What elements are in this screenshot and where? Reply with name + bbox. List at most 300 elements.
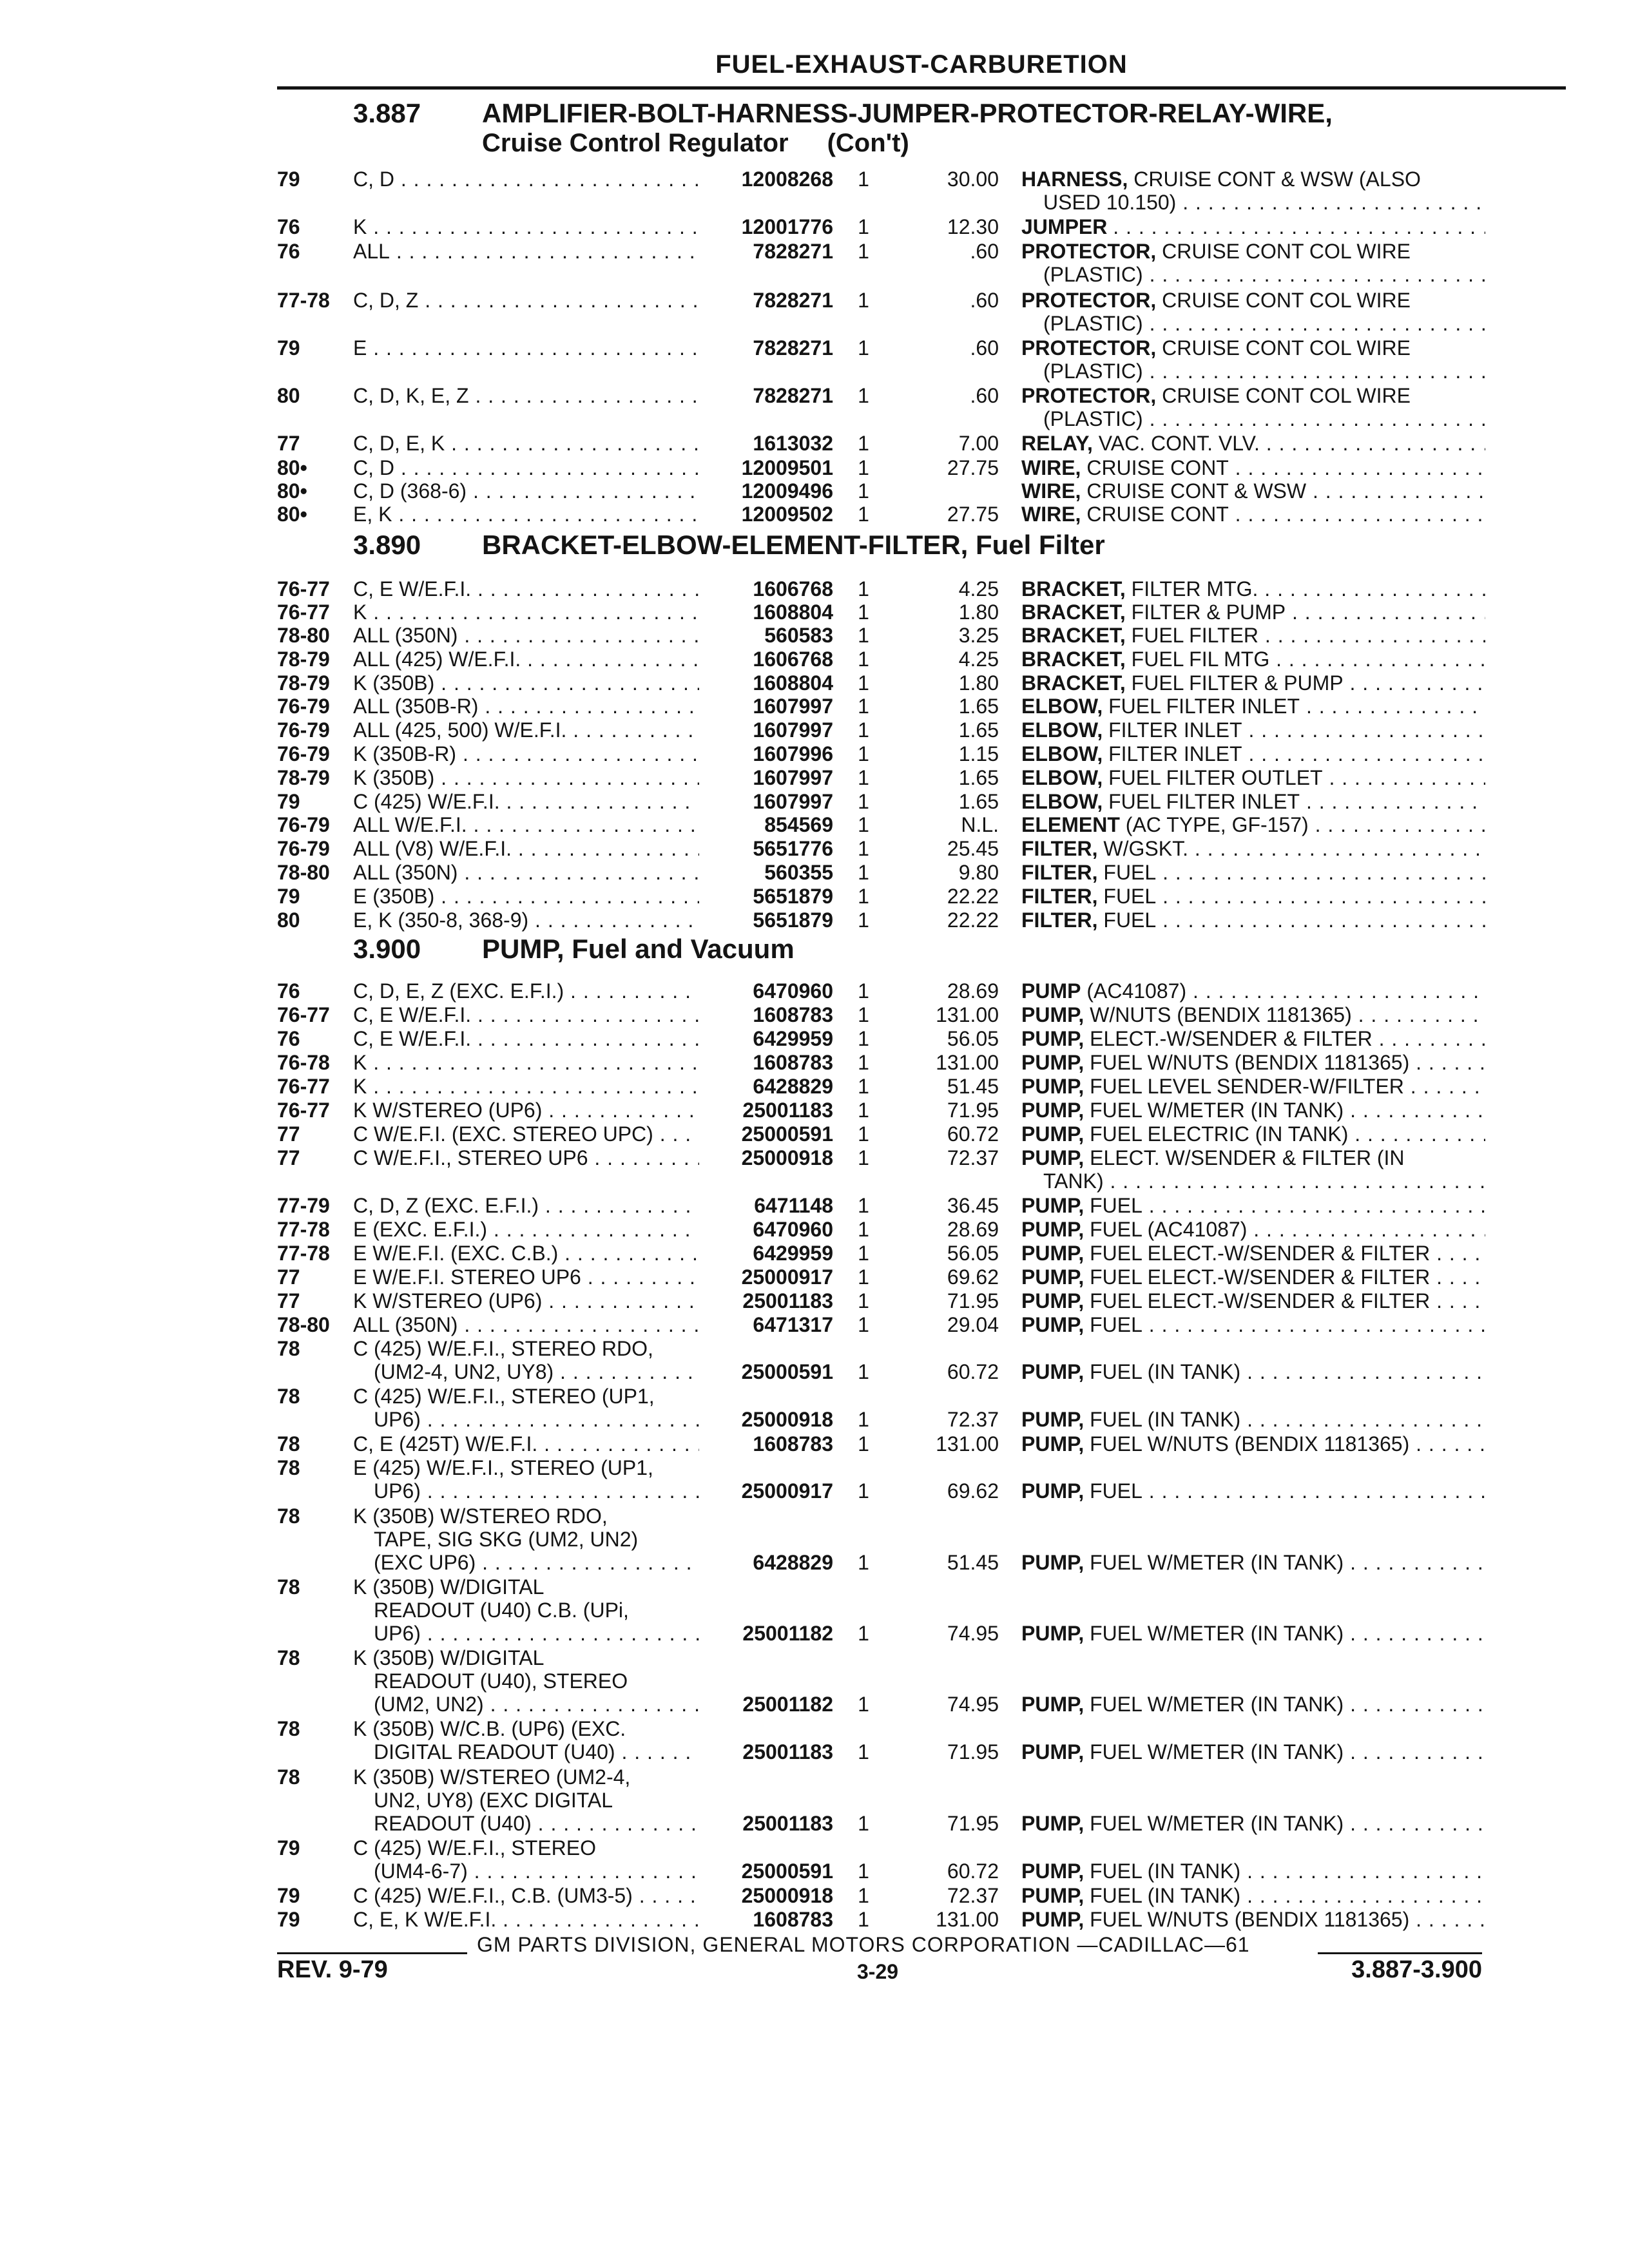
series-cell — [353, 1003, 701, 1026]
description-cell — [1021, 1051, 1485, 1074]
price-cell: .60 — [970, 384, 999, 407]
year-cell: 77-78 — [277, 289, 330, 312]
description-line — [1021, 168, 1485, 191]
part-number-cell: 25000917 — [699, 1265, 833, 1289]
series-line: C (425) W/E.F.I. . . . — [353, 790, 701, 813]
price-cell: 71.95 — [947, 1289, 999, 1312]
description-text: FUEL FILTER & PUMP — [1131, 671, 1344, 695]
year-cell: 76 — [277, 979, 300, 1003]
quantity-cell: 1 — [858, 432, 869, 455]
series-line: READOUT (U40), STEREO — [374, 1669, 628, 1693]
continued-label: (Con't) — [827, 129, 909, 157]
part-name: PUMP, — [1021, 1265, 1084, 1289]
year-cell: 79 — [277, 168, 300, 191]
description-line — [1021, 407, 1485, 430]
description-cell — [1021, 215, 1485, 238]
description-text: ELECT. W/SENDER & FILTER (IN — [1090, 1146, 1405, 1169]
part-name: ELEMENT — [1021, 813, 1120, 836]
series-cell — [353, 718, 701, 742]
description-cell — [1021, 1027, 1485, 1050]
series-cell — [353, 695, 701, 718]
description-line — [1021, 456, 1485, 479]
description-cell — [1021, 1551, 1485, 1574]
series-line: ALL (425) W/E.F.I. . . . — [353, 648, 701, 671]
description-cell — [1021, 1884, 1485, 1907]
part-number-cell: 5651879 — [699, 908, 833, 932]
quantity-cell: 1 — [858, 1479, 869, 1503]
quantity-cell: 1 — [858, 1408, 869, 1431]
quantity-cell: 1 — [858, 168, 869, 191]
quantity-cell: 1 — [858, 1003, 869, 1026]
part-number-cell: 7828271 — [699, 240, 833, 263]
description-line — [1021, 1693, 1485, 1716]
series-line: C, D, E, Z (EXC. E.F.I.) . . . — [353, 979, 701, 1003]
series-line: C (425) W/E.F.I., STEREO (UP1, — [353, 1385, 655, 1408]
description-text: CRUISE CONT — [1086, 503, 1229, 526]
price-cell: 3.25 — [958, 624, 999, 647]
quantity-cell: 1 — [858, 1622, 869, 1645]
description-line — [1021, 1122, 1485, 1146]
description-cell — [1021, 577, 1485, 601]
quantity-cell: 1 — [858, 1218, 869, 1241]
part-number-cell: 25000918 — [699, 1884, 833, 1907]
part-number-cell: 1608783 — [699, 1003, 833, 1026]
series-cell — [353, 1194, 701, 1217]
part-number-cell: 25000918 — [699, 1408, 833, 1431]
series-cell — [353, 168, 701, 191]
quantity-cell: 1 — [858, 1122, 869, 1146]
description-line — [1021, 312, 1485, 335]
description-cell — [1021, 885, 1485, 908]
part-number-cell: 25000917 — [699, 1479, 833, 1503]
series-cell — [353, 456, 701, 479]
series-cell — [353, 336, 701, 360]
quantity-cell: 1 — [858, 1099, 869, 1122]
description-text: FUEL W/METER (IN TANK) — [1090, 1740, 1344, 1763]
description-line — [1021, 1027, 1485, 1050]
description-line — [1021, 695, 1485, 718]
series-cell — [353, 908, 701, 932]
series-cell — [353, 1146, 701, 1169]
quantity-cell: 1 — [858, 1051, 869, 1074]
part-number-cell: 12008268 — [699, 168, 833, 191]
description-text: FILTER INLET — [1108, 718, 1242, 742]
description-text: (PLASTIC) — [1043, 263, 1143, 286]
description-cell — [1021, 1908, 1485, 1931]
series-line: C (425) W/E.F.I., STEREO — [353, 1836, 596, 1860]
description-line — [1021, 336, 1485, 360]
series-line: ALL (425, 500) W/E.F.I. . . . — [353, 718, 701, 742]
price-cell: 56.05 — [947, 1242, 999, 1265]
page-header — [277, 46, 1566, 90]
price-cell: 28.69 — [947, 1218, 999, 1241]
part-name: PUMP, — [1021, 1027, 1084, 1050]
part-number-cell: 560583 — [699, 624, 833, 647]
series-line: E W/E.F.I. STEREO UP6 . . . — [353, 1265, 701, 1289]
quantity-cell: 1 — [858, 456, 869, 479]
series-line: UP6) . . . — [353, 1622, 701, 1645]
quantity-cell: 1 — [858, 790, 869, 813]
description-text: FUEL LEVEL SENDER-W/FILTER — [1090, 1075, 1404, 1098]
year-cell: 76-77 — [277, 577, 330, 601]
part-number-cell: 6470960 — [699, 979, 833, 1003]
series-cell — [353, 885, 701, 908]
year-cell: 76-77 — [277, 1003, 330, 1026]
year-cell: 78-79 — [277, 671, 330, 695]
part-name: ELBOW, — [1021, 718, 1103, 742]
description-cell — [1021, 979, 1485, 1003]
series-cell — [353, 1337, 701, 1383]
part-name: PUMP, — [1021, 1812, 1084, 1835]
series-cell — [353, 742, 701, 765]
year-cell: 78 — [277, 1717, 300, 1740]
price-cell: 60.72 — [947, 1360, 999, 1383]
year-cell: 78-79 — [277, 648, 330, 671]
price-cell: 51.45 — [947, 1551, 999, 1574]
description-line — [1021, 1194, 1485, 1217]
part-name: ELBOW, — [1021, 742, 1103, 765]
description-line — [1021, 1051, 1485, 1074]
price-cell: 56.05 — [947, 1027, 999, 1050]
description-cell — [1021, 1812, 1485, 1835]
description-line — [1021, 577, 1485, 601]
series-line: (UM2, UN2) . . . — [353, 1693, 701, 1716]
footer-rule-right — [1318, 1952, 1482, 1954]
part-number-cell: 6471317 — [699, 1313, 833, 1336]
part-name: PUMP, — [1021, 1432, 1084, 1456]
series-cell — [353, 215, 701, 238]
description-text: FUEL FILTER INLET — [1108, 695, 1300, 718]
series-cell — [353, 1242, 701, 1265]
description-line — [1021, 979, 1485, 1003]
part-number-cell: 1607997 — [699, 695, 833, 718]
price-cell: 60.72 — [947, 1860, 999, 1883]
description-cell — [1021, 790, 1485, 813]
year-cell: 78 — [277, 1575, 300, 1599]
price-cell: 131.00 — [936, 1908, 999, 1931]
description-line — [1021, 908, 1485, 932]
series-line: K (350B) W/STEREO (UM2-4, — [353, 1765, 631, 1789]
description-text: FUEL (IN TANK) — [1090, 1860, 1241, 1883]
section-range: 3.887-3.900 — [1351, 1956, 1482, 1983]
part-name: PUMP, — [1021, 1075, 1084, 1098]
part-name: PUMP, — [1021, 1884, 1084, 1907]
description-text: CRUISE CONT COL WIRE — [1162, 384, 1411, 407]
description-cell — [1021, 503, 1485, 526]
description-cell — [1021, 384, 1485, 430]
series-line: C W/E.F.I., STEREO UP6 . . . — [353, 1146, 701, 1169]
part-number-cell: 1607996 — [699, 742, 833, 765]
year-cell: 76 — [277, 215, 300, 238]
description-line — [1021, 648, 1485, 671]
description-cell — [1021, 1003, 1485, 1026]
quantity-cell: 1 — [858, 240, 869, 263]
year-cell: 80• — [277, 456, 307, 479]
part-name: BRACKET, — [1021, 577, 1126, 601]
description-line — [1021, 432, 1485, 455]
part-number-cell: 854569 — [699, 813, 833, 836]
price-cell: 131.00 — [936, 1003, 999, 1026]
price-cell: 69.62 — [947, 1265, 999, 1289]
section-subtitle: Cruise Control Regulator — [482, 129, 789, 157]
part-number-cell: 6471148 — [699, 1194, 833, 1217]
series-line: TAPE, SIG SKG (UM2, UN2) — [374, 1528, 639, 1551]
description-line — [1021, 1551, 1485, 1574]
year-cell: 77 — [277, 1289, 300, 1312]
part-number-cell: 25000591 — [699, 1860, 833, 1883]
series-cell — [353, 813, 701, 836]
description-cell — [1021, 1146, 1485, 1193]
description-text: FUEL — [1090, 1479, 1142, 1503]
year-cell: 79 — [277, 885, 300, 908]
description-text: FUEL W/METER (IN TANK) — [1090, 1622, 1344, 1645]
quantity-cell: 1 — [858, 648, 869, 671]
description-text: FUEL FILTER INLET — [1108, 790, 1300, 813]
series-line: ALL . . . — [353, 240, 701, 263]
quantity-cell: 1 — [858, 837, 869, 860]
part-name: PROTECTOR, — [1021, 336, 1157, 360]
part-number-cell: 25001183 — [699, 1812, 833, 1835]
part-name: PUMP, — [1021, 1408, 1084, 1431]
year-cell: 78 — [277, 1337, 300, 1360]
part-name: PUMP, — [1021, 1551, 1084, 1574]
price-cell: 72.37 — [947, 1146, 999, 1169]
quantity-cell: 1 — [858, 1884, 869, 1907]
description-text: FUEL FILTER OUTLET — [1108, 766, 1323, 789]
part-number-cell: 1613032 — [699, 432, 833, 455]
series-cell — [353, 1265, 701, 1289]
series-cell — [353, 1218, 701, 1241]
part-number-cell: 25000591 — [699, 1122, 833, 1146]
description-cell — [1021, 861, 1485, 884]
year-cell: 78 — [277, 1385, 300, 1408]
description-text: FUEL W/NUTS (BENDIX 1181365) — [1090, 1432, 1410, 1456]
quantity-cell: 1 — [858, 1360, 869, 1383]
price-cell: 1.80 — [958, 601, 999, 624]
part-number-cell: 6470960 — [699, 1218, 833, 1241]
description-line — [1021, 1289, 1485, 1312]
year-cell: 76 — [277, 1027, 300, 1050]
series-line: (UM4-6-7) . . . — [353, 1860, 701, 1883]
description-text: FUEL W/METER (IN TANK) — [1090, 1099, 1344, 1122]
series-line: (EXC UP6) . . . — [353, 1551, 701, 1574]
description-line — [1021, 766, 1485, 789]
part-name: ELBOW, — [1021, 766, 1103, 789]
description-line — [1021, 742, 1485, 765]
description-cell — [1021, 1313, 1485, 1336]
description-line — [1021, 1812, 1485, 1835]
part-number-cell: 1608783 — [699, 1051, 833, 1074]
series-line: UP6) . . . — [353, 1408, 701, 1431]
series-line: E (350B) . . . — [353, 885, 701, 908]
description-line — [1021, 1360, 1485, 1383]
description-text: FUEL (IN TANK) — [1090, 1884, 1241, 1907]
description-line — [1021, 1075, 1485, 1098]
part-name: FILTER, — [1021, 885, 1098, 908]
price-cell: .60 — [970, 240, 999, 263]
description-line — [1021, 1242, 1485, 1265]
quantity-cell: 1 — [858, 1740, 869, 1763]
part-name: PUMP, — [1021, 1479, 1084, 1503]
series-cell — [353, 1717, 701, 1763]
description-cell — [1021, 1194, 1485, 1217]
description-text: FUEL W/METER (IN TANK) — [1090, 1551, 1344, 1574]
year-cell: 78-80 — [277, 624, 330, 647]
description-cell — [1021, 1265, 1485, 1289]
quantity-cell: 1 — [858, 1075, 869, 1098]
description-line — [1021, 671, 1485, 695]
description-cell — [1021, 648, 1485, 671]
year-cell: 79 — [277, 1908, 300, 1931]
description-cell — [1021, 908, 1485, 932]
part-number-cell: 6429959 — [699, 1242, 833, 1265]
description-text: CRUISE CONT — [1086, 456, 1229, 479]
part-name: PUMP, — [1021, 1289, 1084, 1312]
series-line: UN2, UY8) (EXC DIGITAL — [374, 1789, 613, 1812]
description-text: FILTER INLET — [1108, 742, 1242, 765]
description-line — [1021, 861, 1485, 884]
description-cell — [1021, 479, 1485, 503]
description-line — [1021, 1432, 1485, 1456]
description-cell — [1021, 601, 1485, 624]
description-text: FUEL — [1103, 861, 1157, 884]
description-cell — [1021, 766, 1485, 789]
quantity-cell: 1 — [858, 1194, 869, 1217]
part-name: PROTECTOR, — [1021, 240, 1157, 263]
price-cell: 27.75 — [947, 503, 999, 526]
year-cell: 77-78 — [277, 1242, 330, 1265]
part-name: PUMP — [1021, 979, 1081, 1003]
description-text: (PLASTIC) — [1043, 360, 1143, 383]
description-line — [1021, 718, 1485, 742]
series-line: E (EXC. E.F.I.) . . . — [353, 1218, 701, 1241]
description-text: ELECT.-W/SENDER & FILTER — [1090, 1027, 1373, 1050]
part-number-cell: 25001182 — [699, 1693, 833, 1716]
description-text: FUEL — [1090, 1313, 1142, 1336]
description-text: (PLASTIC) — [1043, 312, 1143, 335]
year-cell: 78 — [277, 1646, 300, 1669]
price-cell: 12.30 — [947, 215, 999, 238]
part-name: PUMP, — [1021, 1003, 1084, 1026]
year-cell: 77-79 — [277, 1194, 330, 1217]
price-cell: 74.95 — [947, 1693, 999, 1716]
series-line: K (350B-R) . . . — [353, 742, 701, 765]
description-cell — [1021, 742, 1485, 765]
description-cell — [1021, 1693, 1485, 1716]
quantity-cell: 1 — [858, 979, 869, 1003]
section-title: AMPLIFIER-BOLT-HARNESS-JUMPER-PROTECTOR-RELAY-WIRE, — [482, 98, 1333, 128]
description-line — [1021, 1003, 1485, 1026]
part-number-cell: 1608804 — [699, 671, 833, 695]
year-cell: 80 — [277, 384, 300, 407]
description-line — [1021, 1622, 1485, 1645]
series-line: C, D . . . — [353, 456, 701, 479]
quantity-cell: 1 — [858, 1432, 869, 1456]
quantity-cell: 1 — [858, 766, 869, 789]
year-cell: 77 — [277, 1265, 300, 1289]
quantity-cell: 1 — [858, 215, 869, 238]
part-number-cell: 1607997 — [699, 766, 833, 789]
description-cell — [1021, 1432, 1485, 1456]
price-cell: 29.04 — [947, 1313, 999, 1336]
series-cell — [353, 1908, 701, 1931]
description-cell — [1021, 718, 1485, 742]
part-number-cell: 560355 — [699, 861, 833, 884]
year-cell: 78 — [277, 1504, 300, 1528]
series-cell — [353, 861, 701, 884]
description-line — [1021, 1479, 1485, 1503]
page-title: FUEL-EXHAUST-CARBURETION — [715, 50, 1128, 79]
part-name: BRACKET, — [1021, 671, 1126, 695]
series-line: E . . . — [353, 336, 701, 360]
part-number-cell: 7828271 — [699, 384, 833, 407]
footer-rule-left — [277, 1952, 467, 1954]
description-line — [1021, 479, 1485, 503]
series-line: ALL (350N) . . . — [353, 861, 701, 884]
year-cell: 78-80 — [277, 1313, 330, 1336]
quantity-cell: 1 — [858, 718, 869, 742]
part-number-cell: 1606768 — [699, 577, 833, 601]
price-cell: 36.45 — [947, 1194, 999, 1217]
quantity-cell: 1 — [858, 479, 869, 503]
price-cell: 7.00 — [958, 432, 999, 455]
series-cell — [353, 384, 701, 407]
part-number-cell: 12009496 — [699, 479, 833, 503]
description-cell — [1021, 813, 1485, 836]
series-line: ALL (350N) . . . — [353, 624, 701, 647]
description-cell — [1021, 240, 1485, 286]
series-cell — [353, 1075, 701, 1098]
part-name: FILTER, — [1021, 908, 1098, 932]
part-number-cell: 6428829 — [699, 1551, 833, 1574]
description-text: FUEL W/METER (IN TANK) — [1090, 1693, 1344, 1716]
description-line — [1021, 360, 1485, 383]
price-cell: 72.37 — [947, 1408, 999, 1431]
description-text: FUEL ELECT.-W/SENDER & FILTER — [1090, 1242, 1431, 1265]
part-number-cell: 25001182 — [699, 1622, 833, 1645]
series-cell — [353, 648, 701, 671]
part-name: BRACKET, — [1021, 648, 1126, 671]
page-number: 3-29 — [857, 1960, 899, 1983]
part-number-cell: 1608783 — [699, 1432, 833, 1456]
price-cell: .60 — [970, 336, 999, 360]
series-cell — [353, 289, 701, 312]
description-cell — [1021, 1122, 1485, 1146]
price-cell: 22.22 — [947, 885, 999, 908]
description-text: FUEL FIL MTG — [1131, 648, 1270, 671]
series-line: C, E, K W/E.F.I. . . . — [353, 1908, 701, 1931]
price-cell: 72.37 — [947, 1884, 999, 1907]
year-cell: 78-80 — [277, 861, 330, 884]
series-cell — [353, 1289, 701, 1312]
quantity-cell: 1 — [858, 1289, 869, 1312]
part-name: PUMP, — [1021, 1622, 1084, 1645]
price-cell: 131.00 — [936, 1051, 999, 1074]
series-line: READOUT (U40) C.B. (UPi, — [374, 1599, 629, 1622]
description-text: FUEL W/METER (IN TANK) — [1090, 1812, 1344, 1835]
series-line: C, D, Z . . . — [353, 289, 701, 312]
price-cell: 74.95 — [947, 1622, 999, 1645]
year-cell: 79 — [277, 1836, 300, 1860]
description-line — [1021, 1146, 1485, 1169]
part-name: PUMP, — [1021, 1099, 1084, 1122]
series-cell — [353, 1027, 701, 1050]
price-cell: N.L. — [961, 813, 999, 836]
year-cell: 77 — [277, 432, 300, 455]
part-number-cell: 25000591 — [699, 1360, 833, 1383]
series-line: K (350B) W/STEREO RDO, — [353, 1504, 608, 1528]
series-line: K W/STEREO (UP6) . . . — [353, 1099, 701, 1122]
